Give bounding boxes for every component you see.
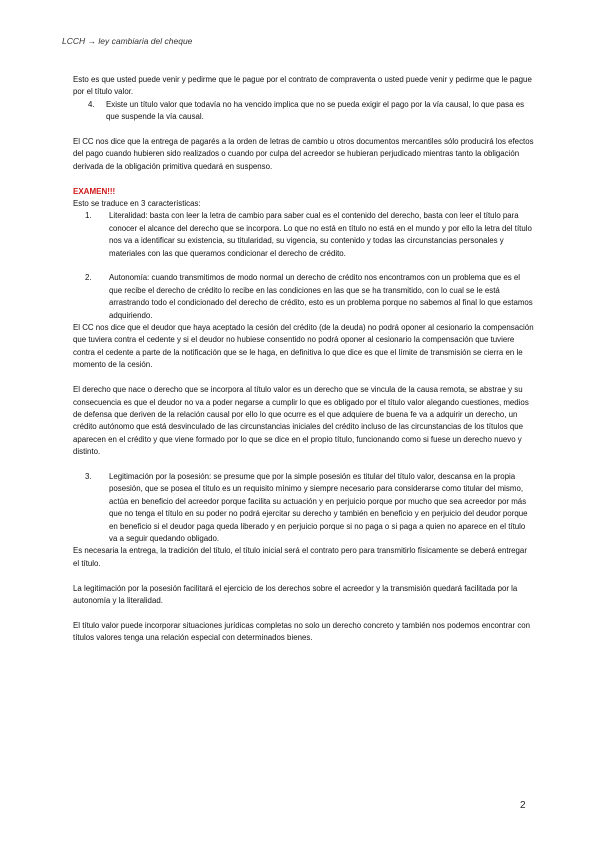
paragraph-cc-pagares: El CC nos dice que la entrega de pagarés a la orden de letras de cambio u otros documentos mercantiles sólo producirá los efectos del pago cuando hubieren sido realizados o cuando por culpa del acreedor se hubieran perjudicado mientras tanto la obligación derivada de la obligación primitiva quedará en suspenso. bbox=[73, 137, 534, 171]
list-number: 3. bbox=[85, 471, 92, 481]
document-body bbox=[73, 74, 535, 657]
list-item-autonomia bbox=[73, 272, 535, 322]
paragraph-legitimacion: La legitimación por la posesión facilitará el ejercicio de los derechos sobre el acreedor y la transmisión quedará facilitada por la autonomía y la literalidad. bbox=[73, 583, 518, 605]
list-item-literalidad bbox=[73, 210, 535, 260]
paragraph-derecho: El derecho que nace o derecho que se incorpora al título valor es un derecho que se vincula de la causa remota, se abstrae y su consecuencia es que el deudor no va a poder negarse a cumplir lo que es obligado por el título valor alegando cuestiones, medios de defensa que deriven de la relación causal por ello lo que ocurre es el que adquiere de buena fe va a adquirir un derecho, un crédito autónomo que está desvinculado de las circunstancias iniciales del crédito incluso de las circunstancias de los títulos que aparecen en el crédito y que viene formado por lo que se dice en el propio título, funcionando como si fuese un derecho nuevo y distinto. bbox=[73, 385, 529, 457]
list-number: 2. bbox=[85, 273, 92, 283]
list-text: Existe un título valor que todavía no ha vencido implica que no se pueda exigir el pago por la vía causal, lo que pasa es que suspende la vía causal. bbox=[106, 99, 525, 122]
list-item-4 bbox=[73, 99, 535, 124]
list-text: Autonomía: cuando transmitimos de modo normal un derecho de crédito nos encontramos con un problema que es el que recibe el derecho de crédito lo recibe en las condiciones en las que se ha transmitido, con lo cual se le está arrastrando todo el condicionado del derecho de crédito, esto es un problema porque no sabemos al final lo que estamos adquiriendo. bbox=[109, 273, 533, 320]
exam-intro: Esto se traduce en 3 características: bbox=[73, 199, 201, 209]
exam-label: EXAMEN!!! bbox=[73, 186, 116, 196]
page-number: 2 bbox=[520, 800, 526, 811]
list-number: 1. bbox=[85, 211, 92, 221]
paragraph-cc-cesion: El CC nos dice que el deudor que haya aceptado la cesión del crédito (de la deuda) no podrá oponer al cesionario la compensación que tuviera contra el cedente y si el deudor no hubiese consentido no podrá oponer al cesionario la compensación que tuviere contra el cedente a parte de la notificación que se le haga, en definitiva lo que dice es que el límite de transmisión se cierra en le momento de la cesión. bbox=[73, 323, 534, 370]
list-number: 4. bbox=[88, 99, 95, 109]
page-header: LCCH → ley cambiaria del cheque bbox=[62, 36, 193, 46]
list-text: Literalidad: basta con leer la letra de cambio para saber cual es el contenido del derecho, basta con leer el título para conocer el alcance del derecho que se incorpora. Lo que no está en título no está en el mundo y por ello la letra del título nos va a identificar su existencia, su titularidad, su vigencia, su contenido y todas las circunstancias personales y materiales con las que queramos condicionar el derecho de crédito. bbox=[109, 211, 532, 258]
paragraph-entrega: Es necesaria la entrega, la tradición del título, el título inicial será el contrato pero para transmitirlo físicamente se deberá entregar el título. bbox=[73, 546, 527, 568]
list-text: Legitimación por la posesión: se presume que por la simple posesión es titular del título valor, descansa en la propia posesión, que se posea el título es un requisito mínimo y siempre necesario para considerarse como titular del mismo, actúa en beneficio del acreedor porque facilita su actuación y en perjuicio porque por mucho que sea acreedor por más que no tenga el título en su poder no podrá ejercitar su derecho y también en beneficio y en perjuicio del deudor porque en beneficio si el deudor paga queda liberado y en perjuicio porque si no paga o si paga a quien no aparece en el título va a seguir quedando obligado. bbox=[109, 471, 528, 543]
list-item-legitimacion bbox=[73, 471, 535, 545]
paragraph-intro: Esto es que usted puede venir y pedirme que le pague por el contrato de compraventa o usted puede venir y pedirme que le pague por el título valor. bbox=[73, 75, 532, 97]
paragraph-final: El título valor puede incorporar situaciones jurídicas completas no solo un derecho concreto y también nos podemos encontrar con títulos valores tenga una relación especial con determinados bienes. bbox=[73, 620, 531, 643]
